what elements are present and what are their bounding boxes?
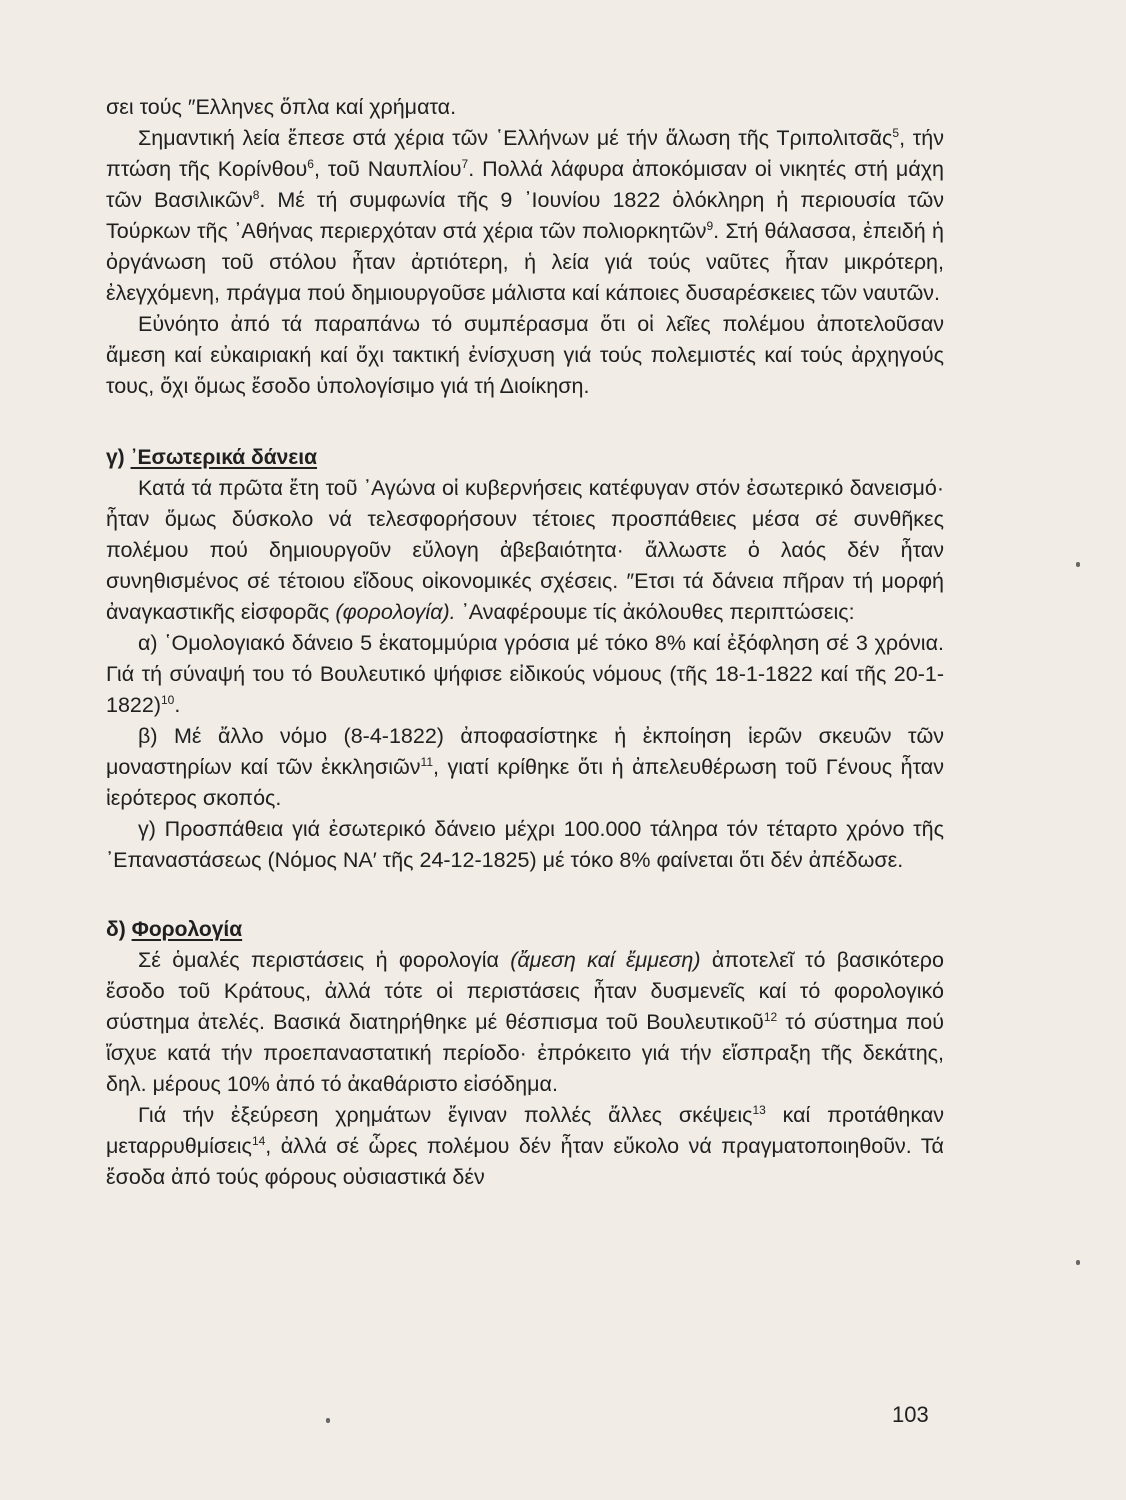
footnote-ref: 8 (252, 187, 260, 202)
text-run: . Πολλά λάφυρα ἀποκόμισαν οἱ νικητές στή μάχη τῶν Βασιλικῶν (106, 157, 944, 212)
footnote-ref: 6 (307, 156, 314, 171)
paragraph-taxation (106, 945, 944, 1100)
text-run: ἀποτελεῖ τό βασικότερο ἔσοδο τοῦ Κράτους, ἀλλά τότε οἱ περιστάσεις ἦταν δυσμενεῖς καί τό φορολογικό σύστημα ἀτελές. Βασικά διατηρήθηκε μέ θέσπισμα τοῦ Βουλευτικοῦ (106, 948, 944, 1034)
footnote-ref: 11 (420, 754, 433, 769)
text-run: . Στή θάλασσα, ἐπειδή ἡ ὀργάνωση τοῦ στόλου ἦταν ἀρτιότερη, ἡ λεία γιά τούς ναῦτες ἦταν μικρότερη, ἐλεγχόμενη, πράγμα πού δημιουργοῦσε μάλιστα καί κάποιες δυσαρέσκειες τῶν ναυτῶν. (106, 219, 944, 305)
text-run: . (174, 693, 181, 717)
paragraph-loot (106, 123, 944, 309)
footnote-ref: 9 (706, 218, 714, 233)
paper-speck (1076, 1260, 1080, 1265)
paper-speck (326, 1418, 330, 1423)
text-run: Κατά τά πρῶτα ἔτη τοῦ ᾽Αγώνα οἱ κυβερνήσεις κατέφυγαν στόν ἐσωτερικό δανεισμό· ἦταν ὅμως δύσκολο νά τελεσφορήσουν τέτοιες προσπάθειες μέσα σέ συνθῆκες πολέμου πού δημιουργοῦν εὔλογη ἀβεβαιότητα· ἄλλωστε ὁ λαός δέν ἦταν συνηθισμένος σέ τέτοιου εἴδους οἰκονομικές σχέσεις. ″Ετσι τά δάνεια πῆραν τή μορφή ἀναγκαστικῆς εἰσφορᾶς (106, 476, 944, 624)
emphasis-text: (φορολογία). (335, 600, 456, 624)
text-run: , ἀλλά σέ ὧρες πολέμου δέν ἦταν εὔκολο νά πραγματοποιηθοῦν. Τά ἔσοδα ἀπό τούς φόρους οὐσιαστικά δέν (106, 1134, 944, 1189)
heading-label: δ) (106, 918, 126, 941)
paper-speck (1076, 562, 1080, 567)
text-run: Σέ ὁμαλές περιστάσεις ἡ φορολογία (138, 948, 499, 972)
text-run: α) ῾Ομολογιακό δάνειο 5 ἑκατομμύρια γρόσια μέ τόκο 8% καί ἐξόφληση σέ 3 χρόνια. Γιά τή σύναψή του τό Βουλευτικό ψήφισε εἰδικούς νόμους (τῆς 18-1-1822 καί τῆς 20-1-1822) (106, 631, 944, 717)
heading-label: γ) (106, 446, 125, 469)
text-run: . Μέ τή συμφωνία τῆς 9 ᾽Ιουνίου 1822 ὁλόκληρη ἡ περιουσία τῶν Τούρκων τῆς ᾽Αθήνας περιερχόταν στά χέρια τῶν πολιορκητῶν (106, 188, 945, 243)
text-run: Εὐνόητο ἀπό τά παραπάνω τό συμπέρασμα ὅτι οἱ λεῖες πολέμου ἀποτελοῦσαν ἄμεση καί εὐκαιριακή καί ὄχι τακτική ἐνίσχυση γιά τούς πολεμιστές καί τούς ἀρχηγούς τους, ὄχι ὅμως ἔσοδο ὑπολογίσιμο γιά τή Διοίκηση. (106, 312, 944, 398)
footnote-ref: 12 (763, 1009, 778, 1024)
text-run: ᾽Αναφέρουμε τίς ἀκόλουθες περιπτώσεις: (461, 600, 855, 624)
footnote-ref: 14 (251, 1133, 266, 1148)
footnote-ref: 10 (161, 692, 175, 707)
text-run: β) Μέ ἄλλο νόμο (8-4-1822) ἀποφασίστηκε ἡ ἐκποίηση ἱερῶν σκευῶν τῶν μοναστηρίων καί τῶν ἐκκλησιῶν (106, 724, 944, 779)
paragraph-continuation (106, 92, 944, 123)
text-run: , τοῦ Ναυπλίου (313, 157, 462, 181)
text-run: σει τούς ″Ελληνες ὅπλα καί χρήματα. (106, 95, 457, 119)
text-run: Σημαντική λεία ἔπεσε στά χέρια τῶν ῾Ελλήνων μέ τήν ἅλωση τῆς Τριπολιτσᾶς (138, 126, 893, 150)
section-heading-taxation (106, 914, 944, 945)
emphasis-text: (ἄμεση καί ἔμμεση) (510, 948, 701, 972)
footnote-ref: 13 (752, 1102, 766, 1117)
footnote-ref: 7 (461, 156, 469, 171)
footnote-ref: 5 (892, 125, 900, 140)
text-run: γ) Προσπάθεια γιά ἐσωτερικό δάνειο μέχρι 100.000 τάληρα τόν τέταρτο χρόνο τῆς ᾽Επαναστάσεως (Νόμος ΝΑ′ τῆς 24-12-1825) μέ τόκο 8% φαίνεται ὅτι δέν ἀπέδωσε. (106, 817, 944, 872)
page-number: 103 (892, 1402, 929, 1427)
text-run: τό σύστημα πού ἴσχυε κατά τήν προεπαναστατική περίοδο· ἐπρόκειτο γιά τήν εἴσπραξη τῆς δεκάτης, δηλ. μέρους 10% ἀπό τό ἀκαθάριστο εἰσόδημα. (106, 1010, 944, 1096)
text-run: καί προτάθηκαν μεταρρυθμίσεις (106, 1103, 945, 1158)
heading-text: ᾽Εσωτερικά δάνεια (130, 446, 318, 469)
text-run: , γιατί κρίθηκε ὅτι ἡ ἀπελευθέρωση τοῦ Γένους ἦταν ἱερότερος σκοπός. (106, 755, 944, 810)
heading-text: Φορολογία (131, 918, 243, 941)
section-heading-internal-loans (106, 442, 944, 473)
paragraph-conclusion (106, 309, 944, 402)
list-item-a (106, 628, 944, 721)
list-item-b (106, 721, 944, 814)
text-run: Γιά τήν ἐξεύρεση χρημάτων ἔγιναν πολλές ἄλλες σκέψεις (138, 1103, 753, 1127)
paragraph-funding (106, 1100, 944, 1193)
text-run: , τήν πτώση τῆς Κορίνθου (106, 126, 944, 181)
page-body (106, 92, 944, 1193)
paragraph-internal-borrowing (106, 473, 944, 628)
list-item-c (106, 814, 944, 876)
